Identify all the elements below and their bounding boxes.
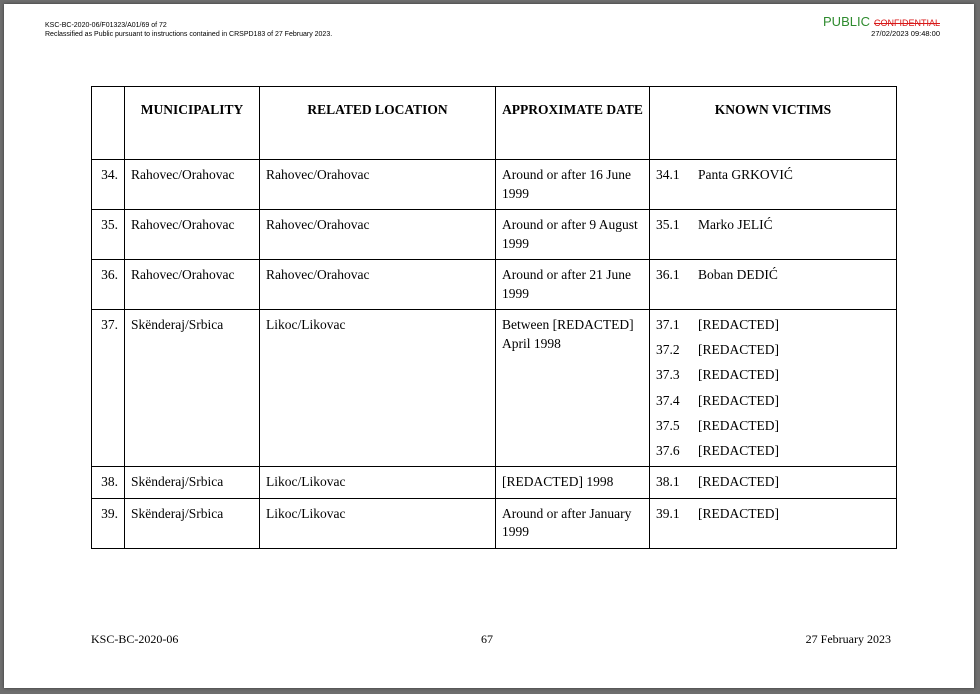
date-cell: Around or after 16 June 1999 xyxy=(496,160,650,210)
victim-entry xyxy=(656,392,890,411)
victim-id: 37.1 xyxy=(656,317,680,332)
municipality-cell: Skënderaj/Srbica xyxy=(125,310,260,467)
municipality-cell: Rahovec/Orahovac xyxy=(125,160,260,210)
table-row xyxy=(92,310,897,467)
victim-entry xyxy=(656,341,890,360)
row-number: 38. xyxy=(92,467,125,499)
victim-name: Marko JELIĆ xyxy=(698,217,773,232)
header-related-location: RELATED LOCATION xyxy=(260,87,496,160)
victim-id: 34.1 xyxy=(656,167,680,182)
victim-name: [REDACTED] xyxy=(698,342,779,358)
victim-id: 37.6 xyxy=(656,442,680,458)
victim-entry xyxy=(656,417,890,436)
header-municipality: MUNICIPALITY xyxy=(125,87,260,160)
victim-name: Panta GRKOVIĆ xyxy=(698,167,793,182)
header-reference xyxy=(45,21,332,39)
victim-entry xyxy=(656,166,890,185)
location-cell: Rahovec/Orahovac xyxy=(260,210,496,260)
victim-entry xyxy=(656,316,890,335)
victim-entry xyxy=(656,266,890,285)
location-cell: Rahovec/Orahovac xyxy=(260,160,496,210)
victims-cell xyxy=(650,310,897,467)
header-known-victims: KNOWN VICTIMS xyxy=(650,87,897,160)
victims-cell xyxy=(650,467,897,499)
victim-name: [REDACTED] xyxy=(698,317,779,332)
victim-entry xyxy=(656,473,890,492)
table-row xyxy=(92,210,897,260)
victim-entry xyxy=(656,442,890,461)
row-number: 37. xyxy=(92,310,125,467)
victim-name: [REDACTED] xyxy=(698,505,779,521)
municipality-cell: Rahovec/Orahovac xyxy=(125,260,260,310)
location-cell: Likoc/Likovac xyxy=(260,467,496,499)
reclass-note: Reclassified as Public pursuant to instructions contained in CRSPD183 of 27 February 2023. xyxy=(45,31,333,38)
doc-ref: KSC-BC-2020-06/F01323/A01/69 of 72 xyxy=(45,22,167,29)
footer-date: 27 February 2023 xyxy=(805,632,891,646)
victim-name: [REDACTED] xyxy=(698,417,779,433)
table-row xyxy=(92,498,897,548)
municipality-cell: Skënderaj/Srbica xyxy=(125,498,260,548)
victims-cell xyxy=(650,498,897,548)
victims-cell xyxy=(650,260,897,310)
municipality-cell: Rahovec/Orahovac xyxy=(125,210,260,260)
victim-name: [REDACTED] xyxy=(698,442,779,458)
table-header-row xyxy=(92,87,897,160)
location-cell: Likoc/Likovac xyxy=(260,498,496,548)
victim-name: [REDACTED] xyxy=(698,367,779,383)
status-public: PUBLIC xyxy=(823,14,870,29)
date-cell: Around or after 9 August 1999 xyxy=(496,210,650,260)
victim-name: Boban DEDIĆ xyxy=(698,267,778,282)
location-cell: Rahovec/Orahovac xyxy=(260,260,496,310)
victim-id: 35.1 xyxy=(656,217,680,232)
victim-id: 37.3 xyxy=(656,367,680,383)
victim-id: 37.4 xyxy=(656,392,680,408)
table-row xyxy=(92,467,897,499)
victim-entry xyxy=(656,366,890,385)
victim-id: 37.2 xyxy=(656,342,680,358)
footer-case: KSC-BC-2020-06 xyxy=(91,632,179,646)
table-row xyxy=(92,160,897,210)
victims-cell xyxy=(650,160,897,210)
date-cell: [REDACTED] 1998 xyxy=(496,467,650,499)
victim-id: 38.1 xyxy=(656,474,680,490)
victim-entry xyxy=(656,216,890,235)
footer-page-number: 67 xyxy=(481,632,493,646)
date-cell: Around or after January 1999 xyxy=(496,498,650,548)
row-number: 35. xyxy=(92,210,125,260)
victim-id: 37.5 xyxy=(656,417,680,433)
date-cell: Around or after 21 June 1999 xyxy=(496,260,650,310)
victim-name: [REDACTED] xyxy=(698,474,779,490)
victims-table xyxy=(91,86,897,549)
location-cell: Likoc/Likovac xyxy=(260,310,496,467)
status-confidential: CONFIDENTIAL xyxy=(873,18,940,28)
municipality-cell: Skënderaj/Srbica xyxy=(125,467,260,499)
victim-entry xyxy=(656,505,890,524)
date-cell: Between [REDACTED] April 1998 xyxy=(496,310,650,467)
victim-name: [REDACTED] xyxy=(698,392,779,408)
victim-id: 39.1 xyxy=(656,505,680,521)
victim-id: 36.1 xyxy=(656,267,680,282)
row-number: 34. xyxy=(92,160,125,210)
header-approximate-date: APPROXIMATE DATE xyxy=(496,87,650,160)
row-number: 36. xyxy=(92,260,125,310)
header-number xyxy=(92,87,125,160)
victims-cell xyxy=(650,210,897,260)
classification-stamp xyxy=(823,15,940,38)
document-page xyxy=(4,4,974,688)
row-number: 39. xyxy=(92,498,125,548)
table-row xyxy=(92,260,897,310)
stamp-datetime: 27/02/2023 09:48:00 xyxy=(871,29,940,38)
